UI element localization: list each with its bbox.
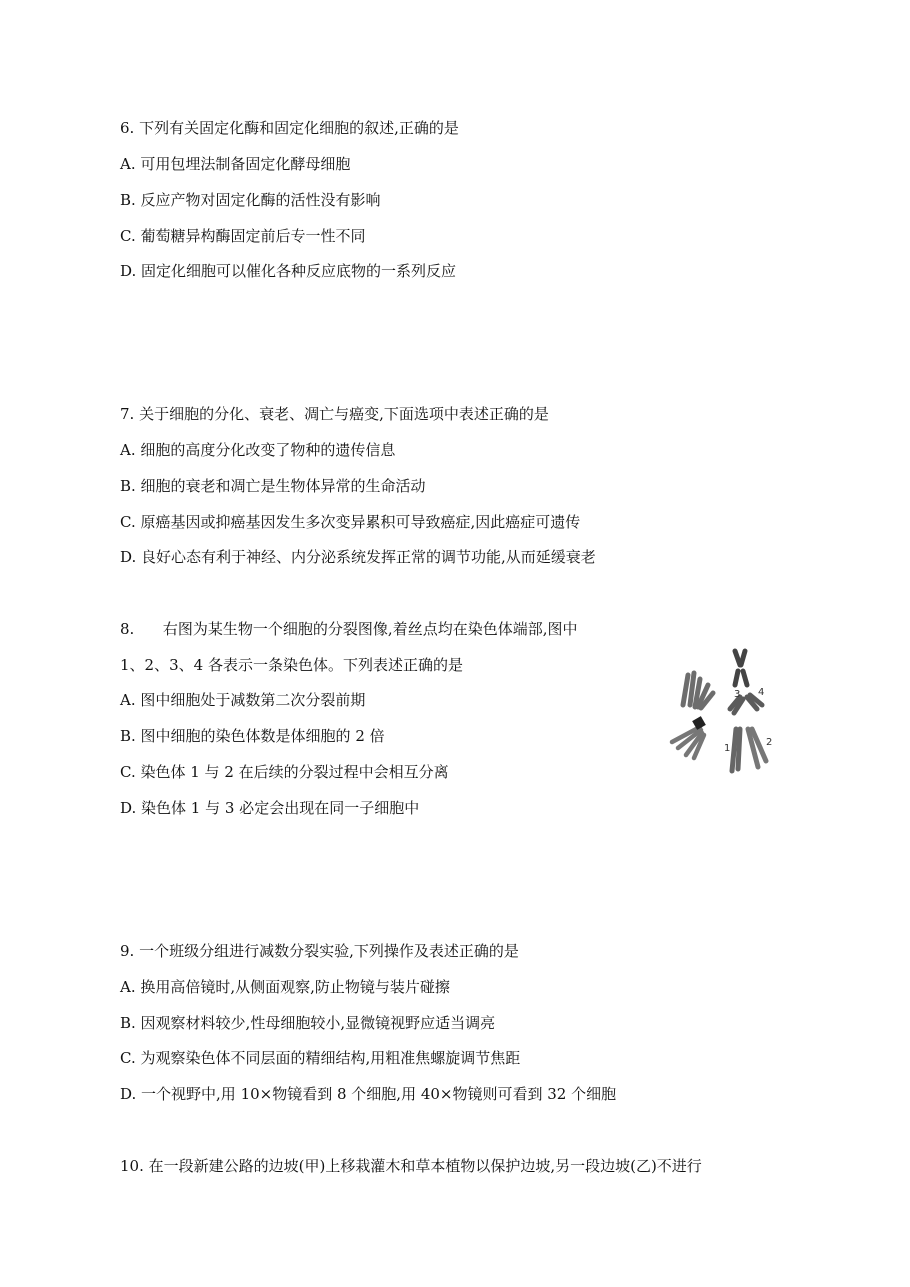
q7-stem: 7. 关于细胞的分化、衰老、凋亡与癌变,下面选项中表述正确的是 bbox=[120, 405, 549, 423]
q7-option-b: B. 细胞的衰老和凋亡是生物体异常的生命活动 bbox=[120, 477, 426, 495]
q8-option-c: C. 染色体 1 与 2 在后续的分裂过程中会相互分离 bbox=[120, 763, 449, 781]
figure-label-1: 1 bbox=[724, 743, 731, 754]
q6-option-b: B. 反应产物对固定化酶的活性没有影响 bbox=[120, 191, 381, 209]
q9-stem: 9. 一个班级分组进行减数分裂实验,下列操作及表述正确的是 bbox=[120, 942, 519, 960]
q6-option-a: A. 可用包埋法制备固定化酵母细胞 bbox=[120, 155, 351, 173]
chromosome-2 bbox=[748, 729, 766, 767]
q10-stem: 10. 在一段新建公路的边坡(甲)上移栽灌木和草本植物以保护边坡,另一段边坡(乙)不进行 bbox=[120, 1157, 702, 1175]
q6-option-d: D. 固定化细胞可以催化各种反应底物的一系列反应 bbox=[120, 262, 457, 280]
q7-option-d: D. 良好心态有利于神经、内分泌系统发挥正常的调节功能,从而延缓衰老 bbox=[120, 548, 596, 566]
chromosome-top-pair bbox=[735, 651, 747, 685]
q8-option-d: D. 染色体 1 与 3 必定会出现在同一子细胞中 bbox=[120, 799, 420, 817]
q8-option-b: B. 图中细胞的染色体数是体细胞的 2 倍 bbox=[120, 727, 385, 745]
chromosome-bundle-lower-left bbox=[672, 727, 704, 758]
q9-option-d: D. 一个视野中,用 10×物镜看到 8 个细胞,用 40×物镜则可看到 32 个细胞 bbox=[120, 1085, 617, 1103]
chromosome-1 bbox=[732, 729, 740, 771]
figure-label-2: 2 bbox=[766, 737, 773, 748]
q9-option-a: A. 换用高倍镜时,从侧面观察,防止物镜与装片碰擦 bbox=[120, 978, 450, 996]
q9-option-b: B. 因观察材料较少,性母细胞较小,显微镜视野应适当调亮 bbox=[120, 1014, 496, 1032]
q8-stem-line2: 1、2、3、4 各表示一条染色体。下列表述正确的是 bbox=[120, 656, 463, 674]
q9-option-c: C. 为观察染色体不同层面的精细结构,用粗准焦螺旋调节焦距 bbox=[120, 1049, 521, 1067]
chromosome-bundle-upper-left bbox=[683, 673, 713, 708]
q8-stem-line1: 8. 右图为某生物一个细胞的分裂图像,着丝点均在染色体端部,图中 bbox=[120, 620, 578, 638]
q8-option-a: A. 图中细胞处于减数第二次分裂前期 bbox=[120, 691, 366, 709]
figure-label-4: 4 bbox=[758, 687, 765, 698]
figure-label-3: 3 bbox=[734, 689, 741, 700]
q7-option-c: C. 原癌基因或抑癌基因发生多次变异累积可导致癌症,因此癌症可遗传 bbox=[120, 513, 581, 531]
cell-division-figure bbox=[658, 645, 778, 780]
q6-option-c: C. 葡萄糖异构酶固定前后专一性不同 bbox=[120, 227, 366, 245]
q6-stem: 6. 下列有关固定化酶和固定化细胞的叙述,正确的是 bbox=[120, 119, 459, 137]
q7-option-a: A. 细胞的高度分化改变了物种的遗传信息 bbox=[120, 441, 396, 459]
